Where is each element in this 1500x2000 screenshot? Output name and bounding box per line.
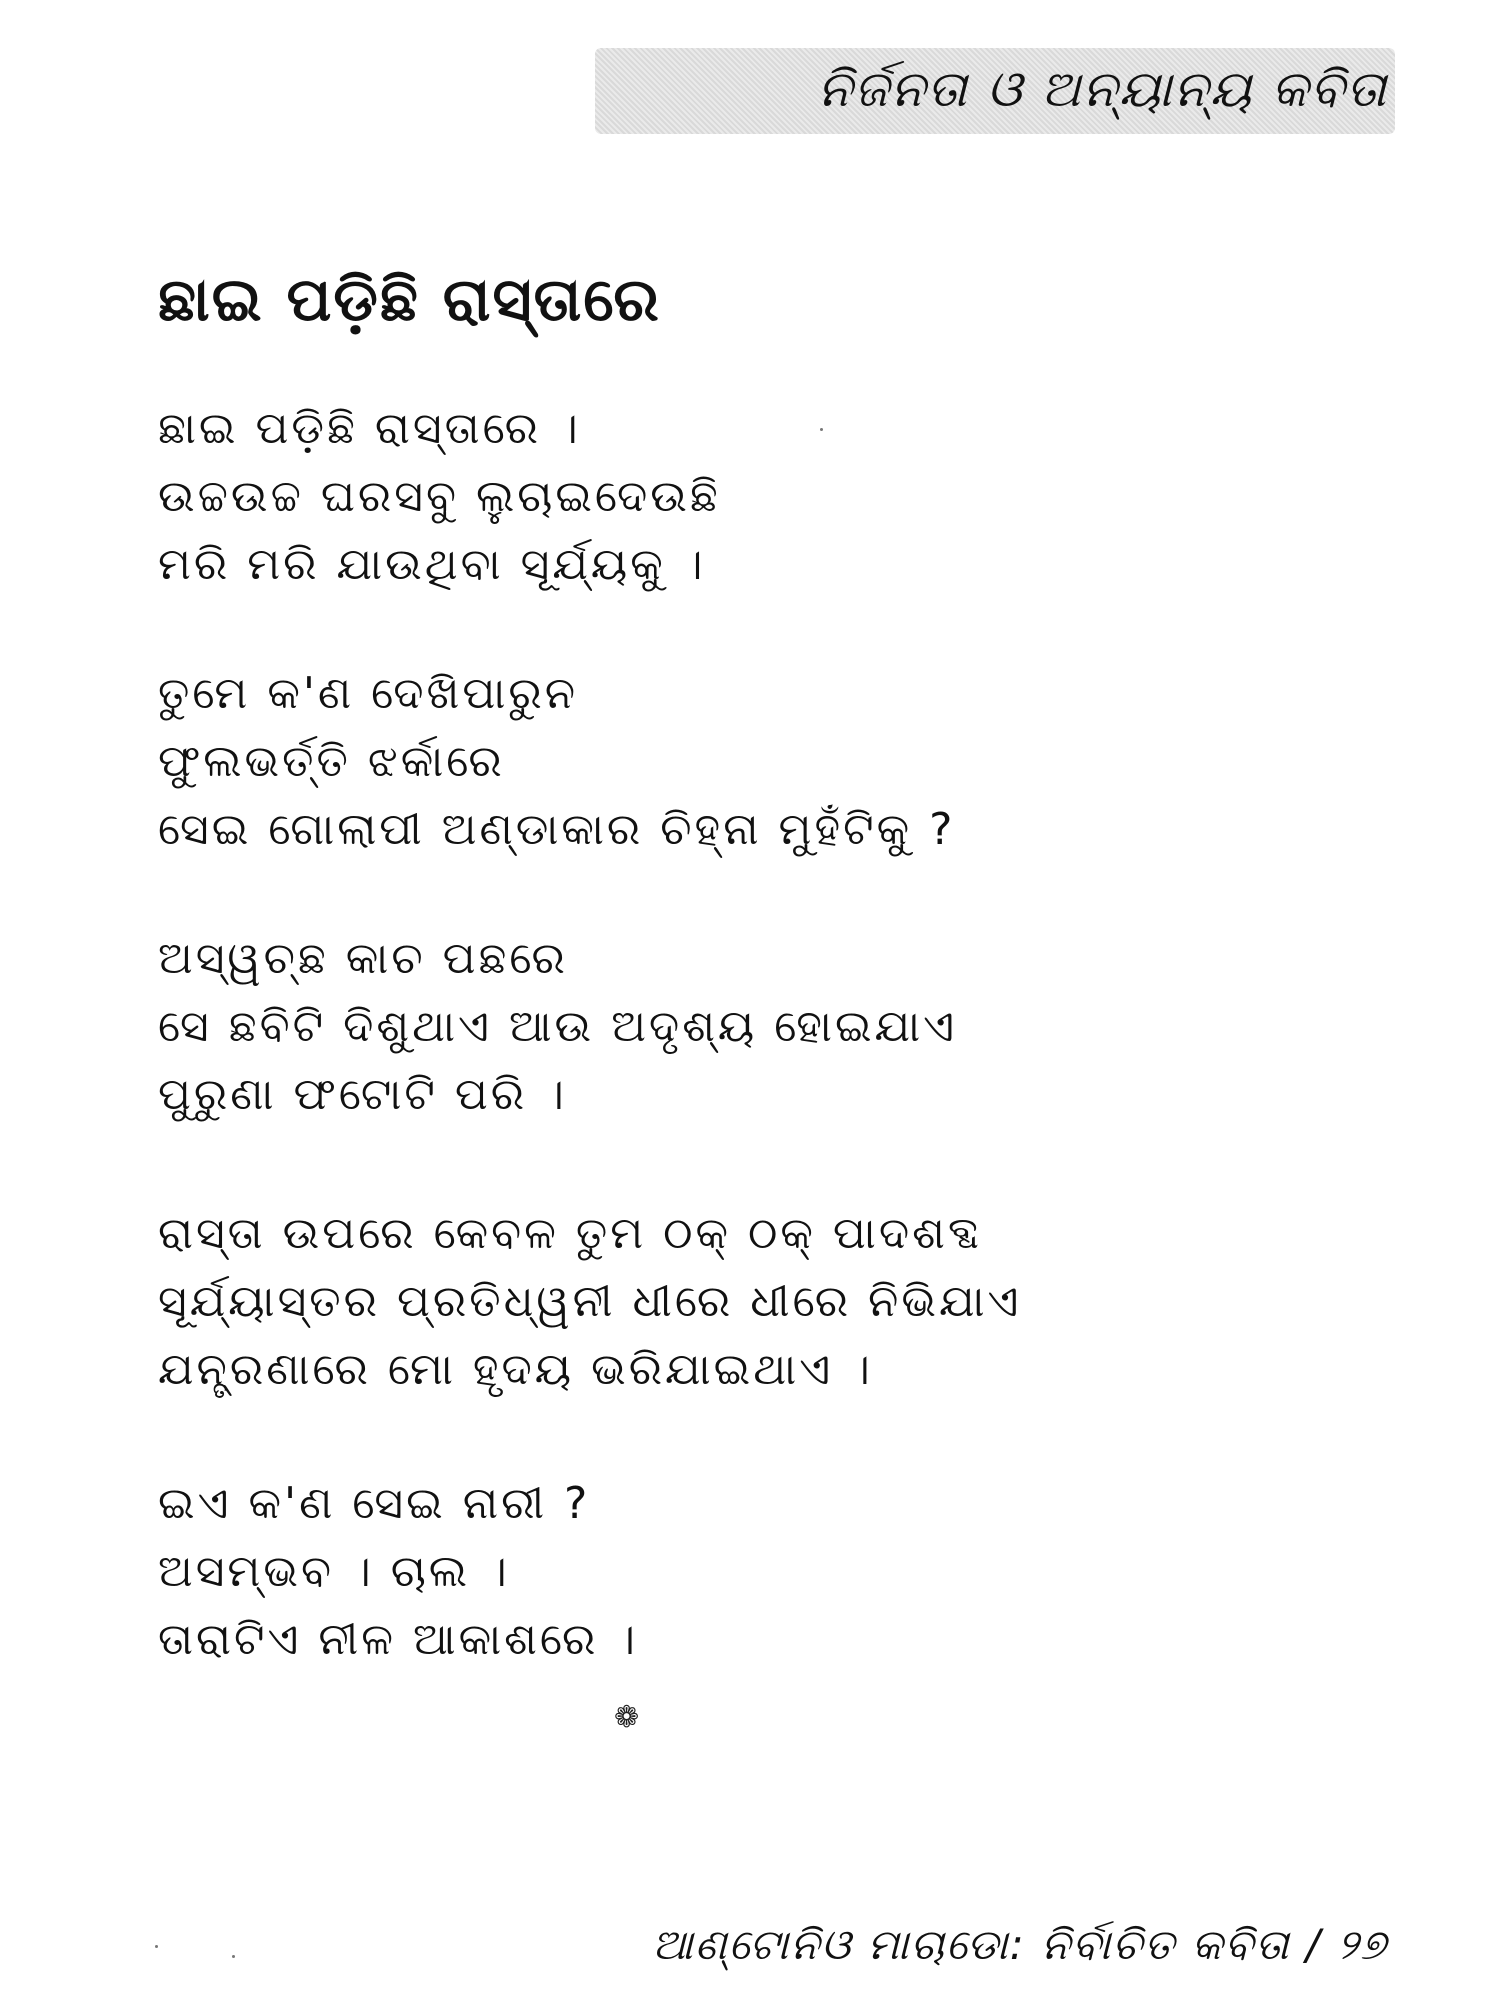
scan-speck <box>820 428 823 431</box>
poem-line: ଇଏ କ'ଣ ସେଇ ନାରୀ ? <box>158 1478 591 1529</box>
poem-line: ସେଇ ଗୋଲାପୀ ଅଣ୍ଡାକାର ଚିହ୍ନା ମୁହଁଟିକୁ ? <box>158 804 956 855</box>
poem-line: ଫୁଲଭର୍ତ୍ତି ଝର୍କାରେ <box>158 736 505 787</box>
scan-speck <box>232 1955 235 1958</box>
stanza-5 <box>158 1470 638 1674</box>
stanza-2 <box>158 660 955 864</box>
poem-line: ଉଚ୍ଚଉଚ୍ଚ ଘରସବୁ ଲୁଚାଇଦେଉଛି <box>158 471 721 522</box>
poem-title: ଛାଇ ପଡ଼ିଛି ରାସ୍ତାରେ <box>158 265 661 335</box>
poem-line: ଅସମ୍ଭବ । ଚାଲ । <box>158 1546 510 1597</box>
poem-line: ସେ ଛବିଟି ଦିଶୁଥାଏ ଆଉ ଅଦୃଶ୍ୟ ହୋଇଯାଏ <box>158 1001 958 1052</box>
poem-line: ସୂର୍ଯ୍ୟାସ୍ତର ପ୍ରତିଧ୍ୱନୀ ଧୀରେ ଧୀରେ ନିଭିଯାଏ <box>158 1276 1022 1327</box>
running-footer: ଆଣ୍ଟୋନିଓ ମାଚାଡୋ: ନିର୍ବାଚିତ କବିତା / ୨୭ <box>652 1920 1388 1969</box>
stanza-1 <box>158 395 721 599</box>
scan-speck <box>155 1945 158 1948</box>
stanza-3 <box>158 925 957 1129</box>
poem-line: ତାରାଟିଏ ନୀଳ ଆକାଶରେ । <box>158 1614 639 1665</box>
poem-line: ମରି ମରି ଯାଉଥିବା ସୂର୍ଯ୍ୟକୁ । <box>158 539 706 590</box>
stanza-4 <box>158 1200 1022 1404</box>
poem-line: ତୁମେ କ'ଣ ଦେଖିପାରୁନ <box>158 668 579 719</box>
poem-line: ଯନ୍ତ୍ରଣାରେ ମୋ ହୃଦୟ ଭରିଯାଇଥାଏ । <box>158 1344 873 1395</box>
poem-line: ଛାଇ ପଡ଼ିଛି ରାସ୍ତାରେ । <box>158 403 581 454</box>
running-header-title: ନିର୍ଜନତା ଓ ଅନ୍ୟାନ୍ୟ କବିତା <box>817 60 1388 118</box>
poem-line: ରାସ୍ତା ଉପରେ କେବଳ ତୁମ ଠକ୍ ଠକ୍ ପାଦଶବ୍ଦ <box>158 1208 982 1259</box>
poem-line: ଅସ୍ୱଚ୍ଛ କାଚ ପଛରେ <box>158 933 568 984</box>
poem-line: ପୁରୁଣା ଫଟୋଟି ପରି । <box>158 1069 567 1120</box>
ornament-icon: ❁ <box>614 1700 640 1735</box>
